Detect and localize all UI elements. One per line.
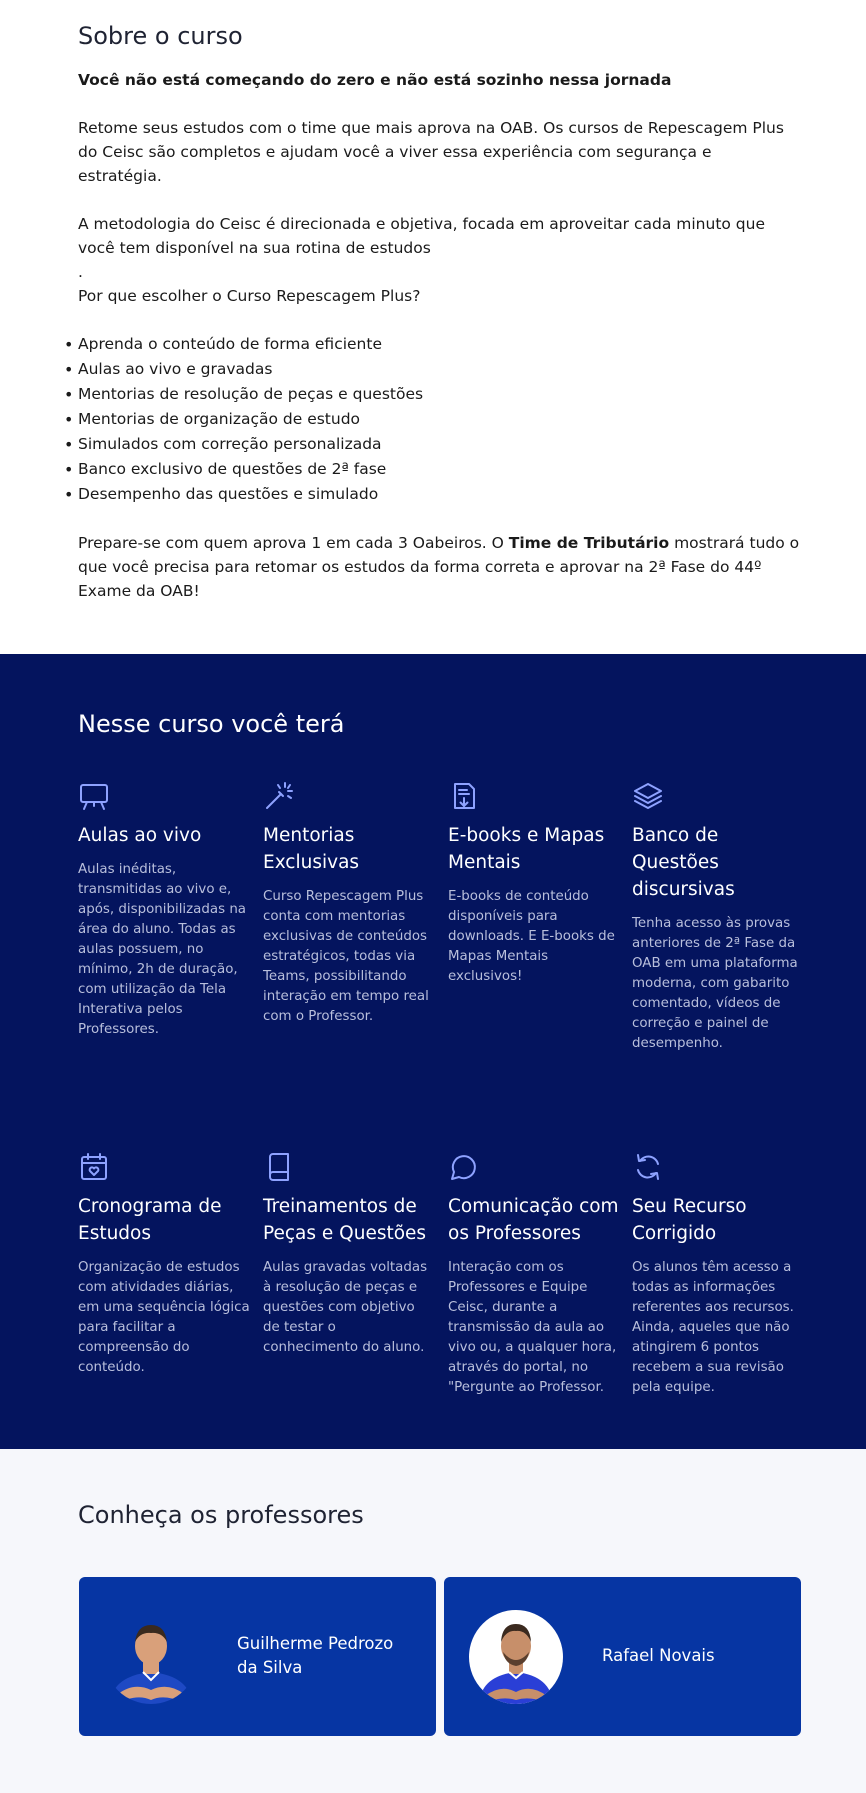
feature-title: E-books e Mapas Mentais [448, 825, 605, 873]
feature-title: Seu Recurso Corrigido [632, 1196, 747, 1244]
about-question: Por que escolher o Curso Repescagem Plus? [78, 287, 421, 305]
feature-description: Interação com os Professores e Equipe Ceisc, durante a transmissão da aula ao vivo ou, a qualquer hora, através do portal, no "Pergunte ao Professor. [448, 1260, 617, 1395]
feature-card [632, 1151, 804, 1398]
about-title: Sobre o curso [78, 22, 243, 50]
feature-title: Banco de Questões discursivas [632, 825, 735, 900]
professor-name: Rafael Novais [602, 1646, 715, 1665]
refresh-cycle-icon [632, 1151, 664, 1183]
feature-title: Comunicação com os Professores [448, 1196, 619, 1244]
list-item: • Aprenda o conteúdo de forma eficiente [78, 332, 800, 357]
professors-title: Conheça os professores [78, 1501, 364, 1529]
feature-card [263, 780, 435, 1027]
list-item: • Simulados com correção personalizada [78, 432, 800, 457]
book-icon [263, 1151, 295, 1183]
magic-wand-icon [263, 780, 295, 812]
about-paragraph-1: Retome seus estudos com o time que mais aprova na OAB. Os cursos de Repescagem Plus do Ceisc são completos e ajudam você a viver essa experiência com segurança e estratégia. [78, 119, 784, 185]
feature-title: Aulas ao vivo [78, 825, 202, 846]
about-lead: Você não está começando do zero e não está sozinho nessa jornada [78, 71, 672, 89]
feature-card [448, 1151, 620, 1398]
feature-card [78, 1151, 250, 1378]
feature-description: Curso Repescagem Plus conta com mentorias exclusivas de conteúdos estratégicos, todas via Teams, possibilitando interação em tempo real com o Professor. [263, 889, 429, 1024]
closing-text-start: Prepare-se com quem aprova 1 em cada 3 Oabeiros. O [78, 534, 509, 552]
layers-icon [632, 780, 664, 812]
about-closing [78, 531, 800, 603]
feature-title: Treinamentos de Peças e Questões [263, 1196, 427, 1244]
about-separator: . [78, 263, 83, 281]
feature-title: Cronograma de Estudos [78, 1196, 222, 1244]
about-section [0, 0, 866, 654]
feature-card [632, 780, 804, 1054]
list-item: • Banco exclusivo de questões de 2ª fase [78, 457, 800, 482]
document-download-icon [448, 780, 480, 812]
feature-description: Tenha acesso às provas anteriores de 2ª Fase da OAB em uma plataforma moderna, com gabarito comentado, vídeos de correção e painel de desempenho. [632, 916, 798, 1051]
professors-section [0, 1449, 866, 1793]
features-title: Nesse curso você terá [78, 710, 345, 738]
list-item: • Mentorias de resolução de peças e questões [78, 382, 800, 407]
feature-description: Organização de estudos com atividades diárias, em uma sequência lógica para facilitar a compreensão do conteúdo. [78, 1260, 250, 1375]
feature-card [263, 1151, 435, 1358]
features-section [0, 654, 866, 1449]
professor-photo [104, 1610, 198, 1704]
feature-description: Aulas inéditas, transmitidas ao vivo e, após, disponibilizadas na área do aluno. Todas as aulas possuem, no mínimo, 2h de duração, com utilização da Tela Interativa pelos Professores. [78, 862, 247, 1037]
list-item: • Mentorias de organização de estudo [78, 407, 800, 432]
calendar-heart-icon [78, 1151, 110, 1183]
professor-card[interactable] [444, 1577, 801, 1736]
presentation-board-icon [78, 780, 110, 812]
list-item: • Aulas ao vivo e gravadas [78, 357, 800, 382]
feature-description: Os alunos têm acesso a todas as informações referentes aos recursos. Ainda, aqueles que não atingirem 6 pontos recebem a sua revisão pela equipe. [632, 1260, 794, 1395]
professor-card[interactable] [79, 1577, 436, 1736]
feature-title: Mentorias Exclusivas [263, 825, 360, 873]
chat-bubble-icon [448, 1151, 480, 1183]
list-item: • Desempenho das questões e simulado [78, 482, 800, 507]
about-paragraph-2: A metodologia do Ceisc é direcionada e objetiva, focada em aproveitar cada minuto que você tem disponível na sua rotina de estudos [78, 215, 766, 257]
feature-description: E-books de conteúdo disponíveis para downloads. E E-books de Mapas Mentais exclusivos! [448, 889, 615, 984]
closing-team-name: Time de Tributário [508, 534, 670, 552]
feature-description: Aulas gravadas voltadas à resolução de peças e questões com objetivo de testar o conhecimento do aluno. [263, 1260, 428, 1355]
feature-card [448, 780, 620, 987]
feature-card [78, 780, 250, 1040]
professor-photo [469, 1610, 563, 1704]
closing-text-end: mostrará tudo o que você precisa para retomar os estudos da forma correta e aprovar na 2ª Fase do 44º Exame da OAB! [78, 534, 800, 600]
professor-name: Guilherme Pedrozo da Silva [237, 1634, 394, 1677]
benefits-list [78, 332, 800, 507]
